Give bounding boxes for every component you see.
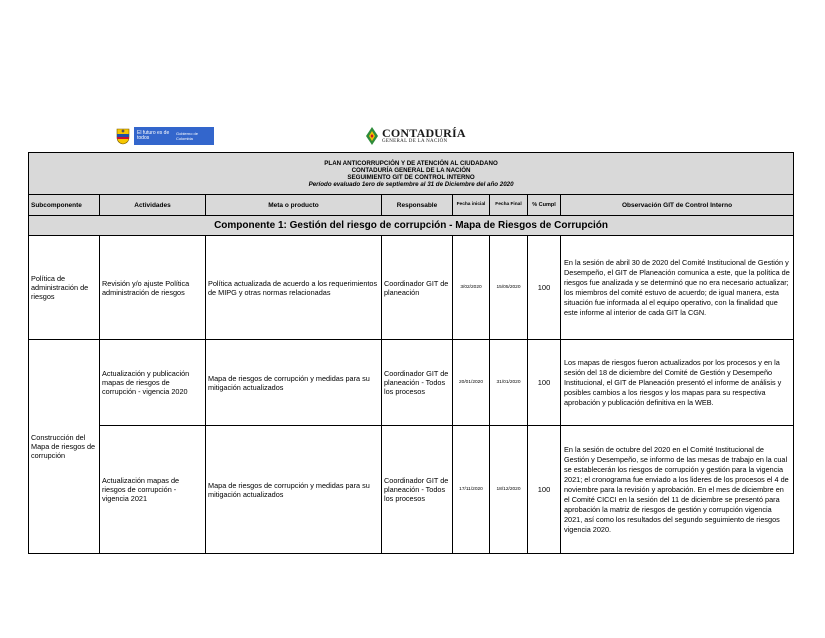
header-line1: PLAN ANTICORRUPCIÓN Y DE ATENCIÓN AL CIUDADANO — [324, 159, 498, 167]
row-observacion: En la sesión de octubre del 2020 en el Comité Institucional de Gestión y Desempeño, se informo de las mesas de trabajo en la cual se establecerán los riesgos de corrupción y gestión para la vigencia 2021; el cronograma fue enviado a los lideres de los procesos el 4 de noviembre para la revisión y aprobación. En el mes de diciembre en el Comité CICCI en la sesión del 11 de diciembre se presentó para aprobación la matriz de riesgos de gestión y corrupción vigencia 2021, así como los resultados del segundo seguimiento de riesgos vigencia 2020. — [561, 426, 794, 554]
row-cumpl: 100 — [528, 426, 561, 554]
row-responsable: Coordinador GIT de planeación - Todos los procesos — [382, 426, 453, 554]
table-row — [29, 236, 794, 340]
row-fecha-final: 31/01/2020 — [490, 340, 528, 426]
col-actividades: Actividades — [100, 195, 206, 216]
row-fecha-inicial: 17/11/2020 — [453, 426, 490, 554]
row-cumpl: 100 — [528, 236, 561, 340]
col-observacion: Observación GIT de Control Interno — [561, 195, 794, 216]
gov-logo-line1: El futuro es de todos — [137, 130, 170, 141]
header-line4: Período evaluado 1ero de septiembre al 31 de Diciembre del año 2020 — [308, 180, 514, 188]
table-row — [29, 340, 794, 426]
row-cumpl: 100 — [528, 340, 561, 426]
row-subcomponente: Construcción del Mapa de riesgos de corrupción — [29, 340, 100, 554]
col-cumpl: % Cumpl — [528, 195, 561, 216]
colombia-shield-icon — [116, 127, 130, 145]
row-observacion: En la sesión de abril 30 de 2020 del Comité Institucional de Gestión y Desempeño, el GIT de Planeación comunica a este, que la política de riesgos fue analizada y se determinó que no era necesario actualizar; los miembros del comité estuvo de acuerdo; de igual manera, esta situación fue informada al el equipo operativo, con la finalidad que este informe al interior de cada GIT la CGN. — [561, 236, 794, 340]
cgn-logo — [365, 125, 466, 147]
col-subcomponente: Subcomponente — [29, 195, 100, 216]
cgn-logo-sub: GENERAL DE LA NACIÓN — [382, 139, 448, 144]
report-table — [28, 152, 794, 554]
row-responsable: Coordinador GIT de planeación — [382, 236, 453, 340]
gov-logo — [116, 126, 214, 146]
row-meta: Mapa de riesgos de corrupción y medidas para su mitigación actualizados — [206, 340, 382, 426]
row-subcomponente: Política de administración de riesgos — [29, 236, 100, 340]
col-fecha-inicial: Fecha inicial — [453, 195, 490, 216]
row-actividad: Actualización mapas de riesgos de corrupción - vigencia 2021 — [100, 426, 206, 554]
col-meta: Meta o producto — [206, 195, 382, 216]
cgn-logo-name: CONTADURÍA — [382, 126, 466, 140]
row-fecha-final: 15/05/2020 — [490, 236, 528, 340]
col-fecha-final: Fecha Final — [490, 195, 528, 216]
gov-logo-line2: Gobierno de Colombia — [175, 131, 198, 141]
col-responsable: Responsable — [382, 195, 453, 216]
report-header — [29, 153, 794, 195]
row-meta: Mapa de riesgos de corrupción y medidas para su mitigación actualizados — [206, 426, 382, 554]
component-title: Componente 1: Gestión del riesgo de corrupción - Mapa de Riesgos de Corrupción — [29, 216, 794, 236]
row-fecha-inicial: 3/02/2020 — [453, 236, 490, 340]
header-line3: SEGUIMIENTO GIT DE CONTROL INTERNO — [347, 173, 475, 181]
row-fecha-inicial: 20/01/2020 — [453, 340, 490, 426]
row-fecha-final: 18/12/2020 — [490, 426, 528, 554]
row-actividad: Revisión y/o ajuste Política administración de riesgos — [100, 236, 206, 340]
row-actividad: Actualización y publicación mapas de riesgos de corrupción - vigencia 2020 — [100, 340, 206, 426]
row-observacion: Los mapas de riesgos fueron actualizados por los procesos y en la sesión del 18 de diciembre del Comité de Gestión y Desempeño Institucional, el GIT de Planeación presentó el informe de análisis y posibles cambios a los riesgos y los mapas para su respectiva aprobación y publicación definitiva en la WEB. — [561, 340, 794, 426]
column-header-row — [29, 195, 794, 216]
row-responsable: Coordinador GIT de planeación - Todos los procesos — [382, 340, 453, 426]
row-meta: Política actualizada de acuerdo a los requerimientos de MIPG y otras normas relacionadas — [206, 236, 382, 340]
gov-banner — [134, 127, 214, 145]
table-row — [29, 426, 794, 554]
cgn-emblem-icon — [365, 126, 379, 146]
header-line2: CONTADURÍA GENERAL DE LA NACIÓN — [351, 166, 471, 174]
